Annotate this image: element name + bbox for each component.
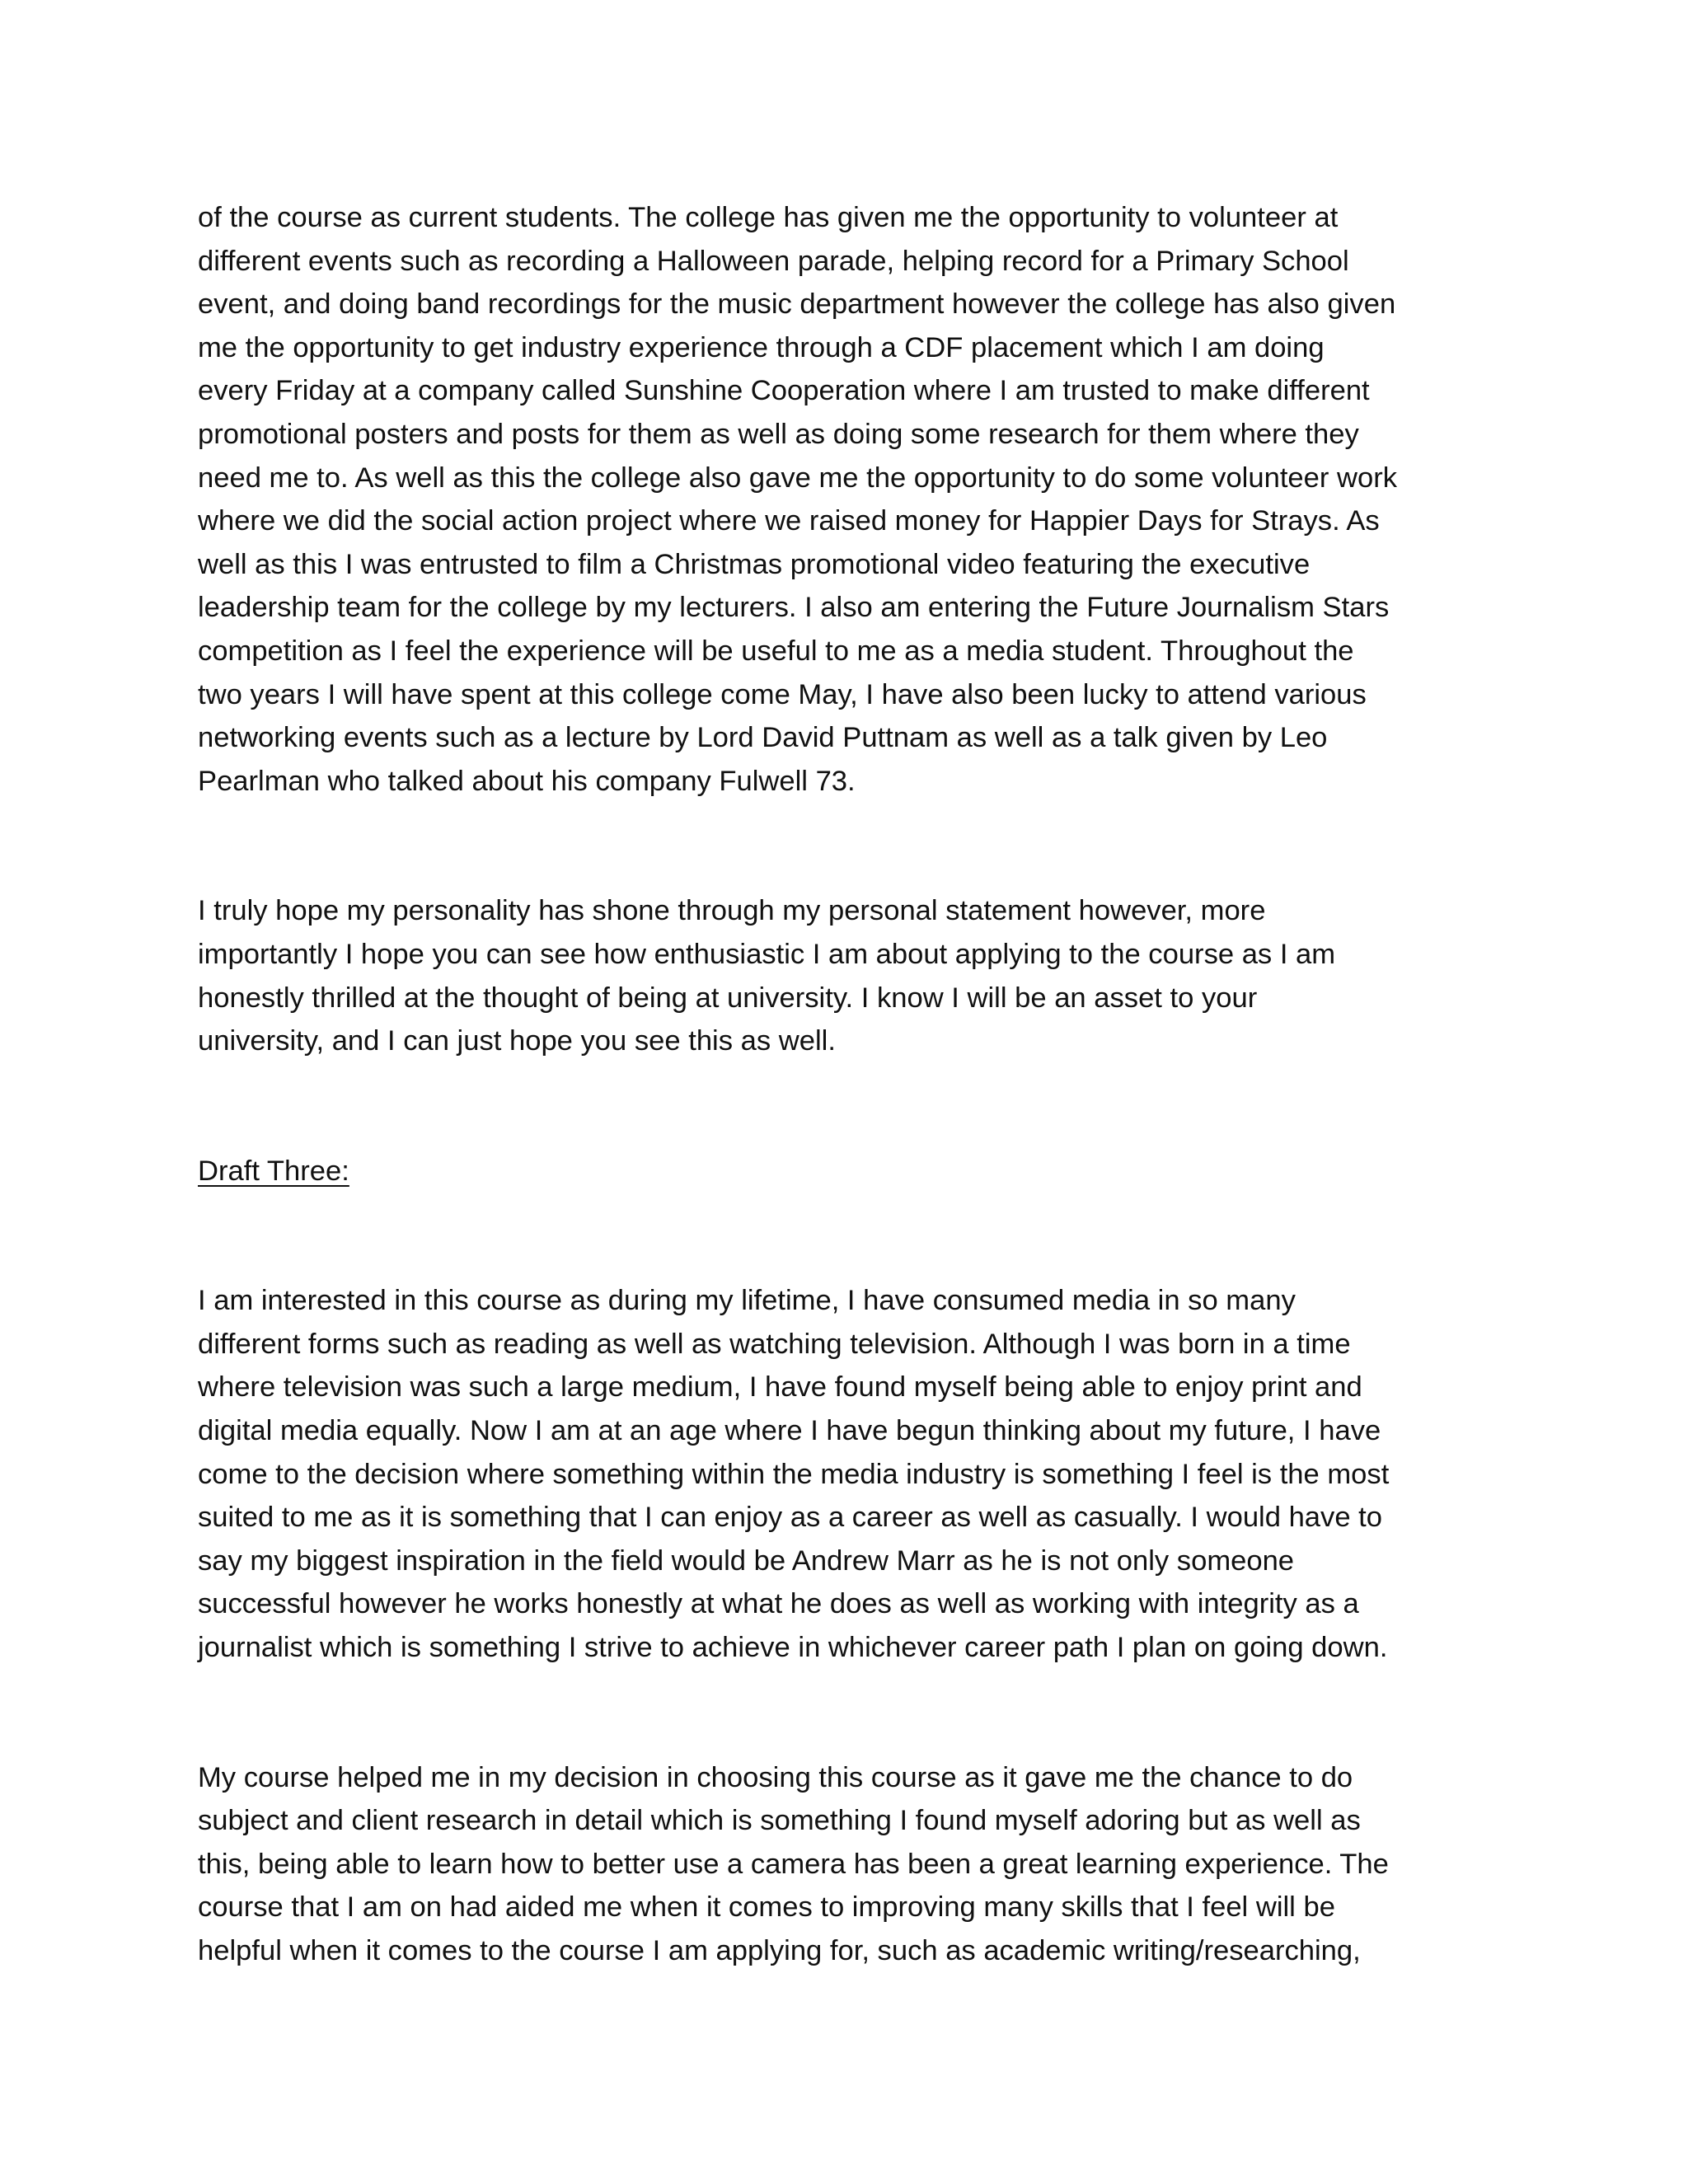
text-line: where television was such a large medium, I have found myself being able to enjoy print and [198,1371,1362,1404]
text-line: course that I am on had aided me when it comes to improving many skills that I feel will be [198,1891,1335,1924]
text-line: two years I will have spent at this college come May, I have also been lucky to attend various [198,678,1367,710]
text-line: I am interested in this course as during my lifetime, I have consumed media in so many [198,1285,1296,1317]
text-line: helpful when it comes to the course I am applying for, such as academic writing/researching, [198,1935,1361,1966]
paragraph-spacer [198,1063,1517,1150]
document-body [198,196,1517,1973]
text-line: this, being able to learn how to better use a camera has been a great learning experience. The [198,1848,1389,1880]
text-line: subject and client research in detail which is something I found myself adoring but as well as [198,1805,1361,1837]
text-line: come to the decision where something within the media industry is something I feel is the most [198,1458,1390,1490]
text-line: where we did the social action project where we raised money for Happier Days for Strays. As [198,505,1380,537]
draft-heading: Draft Three: [198,1155,349,1187]
text-line: say my biggest inspiration in the field would be Andrew Marr as he is not only someone [198,1544,1295,1577]
paragraph-closing [198,889,1517,1062]
text-line: me the opportunity to get industry experience through a CDF placement which I am doing [198,331,1325,363]
paragraph-spacer [198,803,1517,889]
paragraph-spacer [198,1193,1517,1279]
text-line: event, and doing band recordings for the music department however the college has also given [198,288,1396,321]
text-line: suited to me as it is something that I can enjoy as a career as well as casually. I would have to [198,1502,1383,1534]
text-line: honestly thrilled at the thought of being at university. I know I will be an asset to your [198,982,1258,1014]
text-line: My course helped me in my decision in choosing this course as it gave me the chance to do [198,1761,1353,1793]
text-line: journalist which is something I strive to achieve in whichever career path I plan on going down. [198,1632,1388,1664]
text-line: every Friday at a company called Sunshine Cooperation where I am trusted to make different [198,375,1370,407]
paragraph-course-experience [198,196,1517,803]
text-line: university, and I can just hope you see this as well. [198,1025,836,1057]
text-line: well as this I was entrusted to film a Christmas promotional video featuring the executive [198,548,1311,580]
text-line: different forms such as reading as well as watching television. Although I was born in a time [198,1328,1351,1360]
text-line: need me to. As well as this the college also gave me the opportunity to do some volunteer work [198,462,1398,494]
text-line: different events such as recording a Halloween parade, helping record for a Primary School [198,245,1349,277]
text-line: importantly I hope you can see how enthusiastic I am about applying to the course as I am [198,938,1336,970]
paragraph-interest [198,1279,1517,1669]
text-line: of the course as current students. The college has given me the opportunity to volunteer at [198,202,1339,233]
paragraph-course-help [198,1756,1517,1973]
text-line: digital media equally. Now I am at an age where I have begun thinking about my future, I have [198,1415,1381,1447]
text-line: I truly hope my personality has shone through my personal statement however, more [198,895,1266,927]
text-line: competition as I feel the experience will be useful to me as a media student. Throughout the [198,635,1354,667]
paragraph-spacer [198,1670,1517,1756]
text-line: successful however he works honestly at what he does as well as working with integrity as a [198,1588,1359,1620]
text-line: Pearlman who talked about his company Fulwell 73. [198,765,856,797]
text-line: leadership team for the college by my lecturers. I also am entering the Future Journalism Stars [198,592,1390,624]
text-line: networking events such as a lecture by Lord David Puttnam as well as a talk given by Leo [198,722,1328,754]
text-line: promotional posters and posts for them as well as doing some research for them where they [198,418,1359,450]
